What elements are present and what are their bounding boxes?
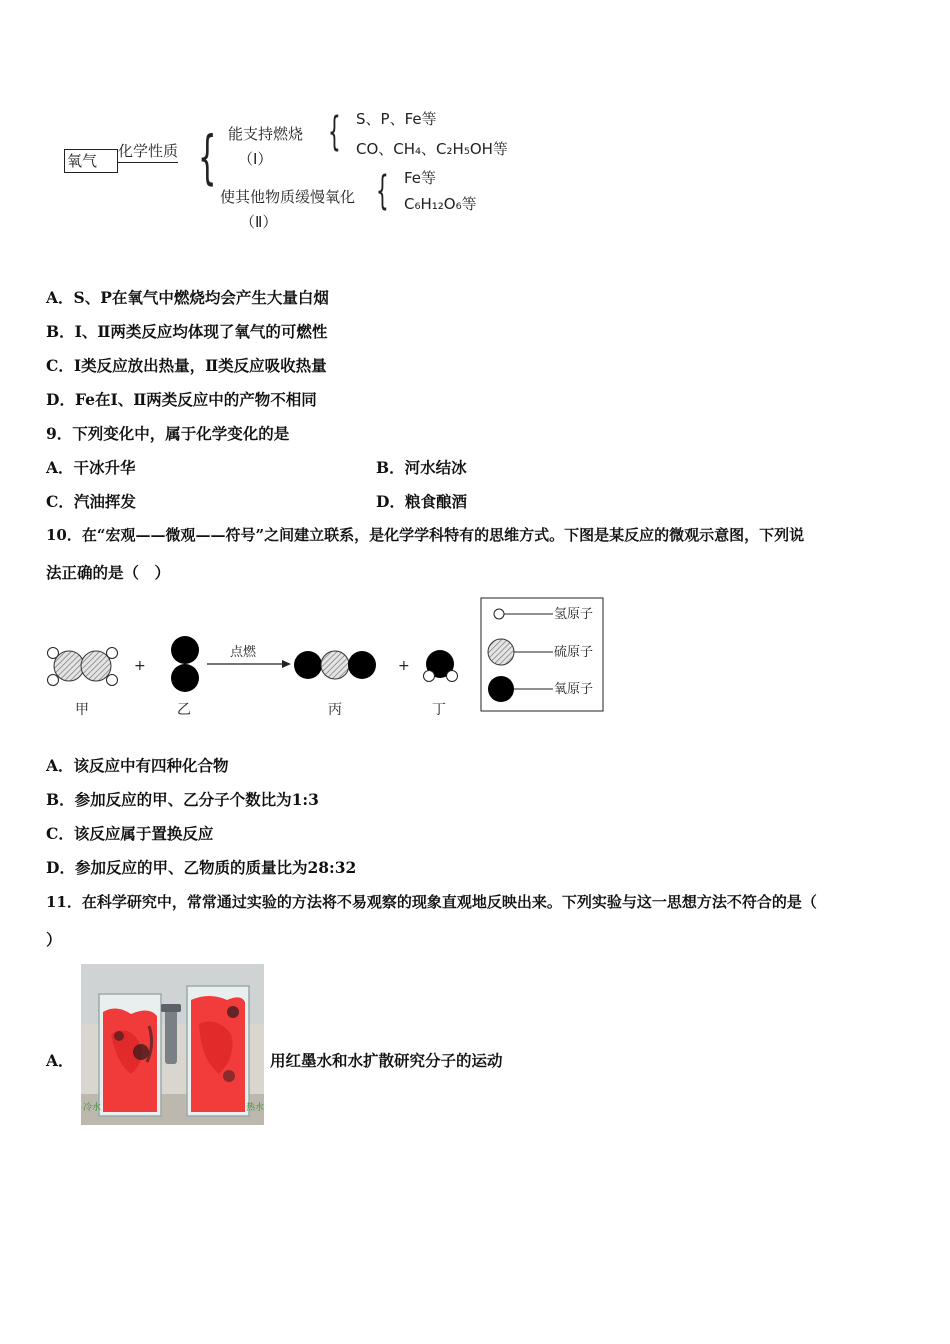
ink-diffusion-photo: [81, 964, 264, 1125]
q9-option-c: C．汽油挥发: [46, 492, 136, 511]
branch2-example-1: Fe等: [404, 169, 437, 187]
molecule-ding: [424, 650, 458, 682]
branch1-example-2: CO、CH₄、C₂H₅OH等: [356, 140, 508, 158]
q11-stem-line1: 11．在科学研究中，常常通过实验的方法将不易观察的现象直观地反映出来。下列实验与这一思想方法不符合的是（: [46, 893, 817, 911]
q10-option-a: A．该反应中有四种化合物: [46, 756, 229, 775]
oxygen-diagram: [0, 0, 950, 250]
q11-stem-line2: ）: [46, 930, 62, 949]
q11-option-a-letter: A．: [46, 1051, 74, 1070]
s-atom: [81, 651, 111, 681]
legend-h-label: 氢原子: [554, 607, 594, 622]
branch1-label: 能支持燃烧: [228, 125, 304, 143]
legend-s-atom: [488, 639, 514, 665]
branch1-brace: {: [328, 109, 341, 155]
molecule-yi: [171, 636, 199, 692]
molecule-bing: [294, 651, 376, 679]
s-atom: [54, 651, 84, 681]
diagram-main-brace: {: [198, 123, 217, 191]
q8-option-a: A．S、P在氧气中燃烧均会产生大量白烟: [46, 288, 329, 307]
molecule-jia: [48, 648, 118, 686]
q10-option-b: B．参加反应的甲、乙分子个数比为1:3: [46, 790, 319, 809]
branch2-tag: （Ⅱ）: [240, 213, 278, 231]
glass-cold-water: [99, 994, 161, 1116]
branch2-brace: {: [376, 168, 389, 214]
diagram-root: 氧气: [67, 152, 98, 170]
legend-s-label: 硫原子: [554, 645, 594, 660]
atom-legend: [481, 598, 603, 711]
q8-option-d: D．Fe在Ⅰ、Ⅱ两类反应中的产物不相同: [46, 390, 317, 409]
o-atom: [294, 651, 322, 679]
legend-h-atom: [494, 609, 504, 619]
q10-option-d: D．参加反应的甲、乙物质的质量比为28:32: [46, 858, 357, 877]
legend-o-atom: [488, 676, 514, 702]
q8-option-c: C．Ⅰ类反应放出热量，Ⅱ类反应吸收热量: [46, 356, 327, 375]
plus-sign-1: +: [134, 658, 146, 674]
q8-option-b: B．Ⅰ、Ⅱ两类反应均体现了氧气的可燃性: [46, 322, 328, 341]
o-atom: [171, 664, 199, 692]
h-atom: [107, 675, 118, 686]
h-atom: [447, 671, 458, 682]
label-yi: 乙: [177, 702, 191, 718]
h-atom: [48, 675, 59, 686]
o-atom: [348, 651, 376, 679]
q10-stem-line1: 10．在“宏观——微观——符号”之间建立联系，是化学学科特有的思维方式。下图是某反应的微观示意图，下列说: [46, 526, 805, 544]
q11-option-a-text: 用红墨水和水扩散研究分子的运动: [270, 1051, 503, 1070]
s-atom: [321, 651, 349, 679]
q10-option-c: C．该反应属于置换反应: [46, 824, 214, 843]
reaction-diagram: [0, 592, 950, 727]
h-atom: [424, 671, 435, 682]
plus-sign-2: +: [398, 658, 410, 674]
q9-stem: 9．下列变化中，属于化学变化的是: [46, 424, 290, 443]
q9-option-d: D．粮食酿酒: [376, 492, 467, 511]
branch1-example-1: S、P、Fe等: [356, 110, 437, 128]
q10-stem-line2: 法正确的是（ ）: [46, 563, 171, 582]
glass-hot-water: [187, 986, 249, 1116]
label-bing: 丙: [328, 702, 342, 718]
o-atom: [171, 636, 199, 664]
legend-o-label: 氧原子: [554, 682, 594, 697]
label-jia: 甲: [75, 702, 89, 718]
diagram-root-box: [64, 149, 118, 173]
q9-option-a: A．干冰升华: [46, 458, 136, 477]
arrow-label: 点燃: [230, 645, 257, 660]
branch2-label: 使其他物质缓慢氧化: [220, 188, 356, 206]
photo-label-cold: 冷水: [83, 1103, 102, 1113]
diagram-property: 化学性质: [118, 140, 178, 163]
reaction-arrow-head: [282, 660, 291, 668]
q9-option-b: B．河水结冰: [376, 458, 467, 477]
branch2-example-2: C₆H₁₂O₆等: [404, 195, 477, 213]
label-ding: 丁: [432, 702, 446, 718]
photo-label-hot: 热水: [246, 1103, 264, 1113]
h-atom: [107, 648, 118, 659]
branch1-tag: （Ⅰ）: [238, 150, 273, 168]
